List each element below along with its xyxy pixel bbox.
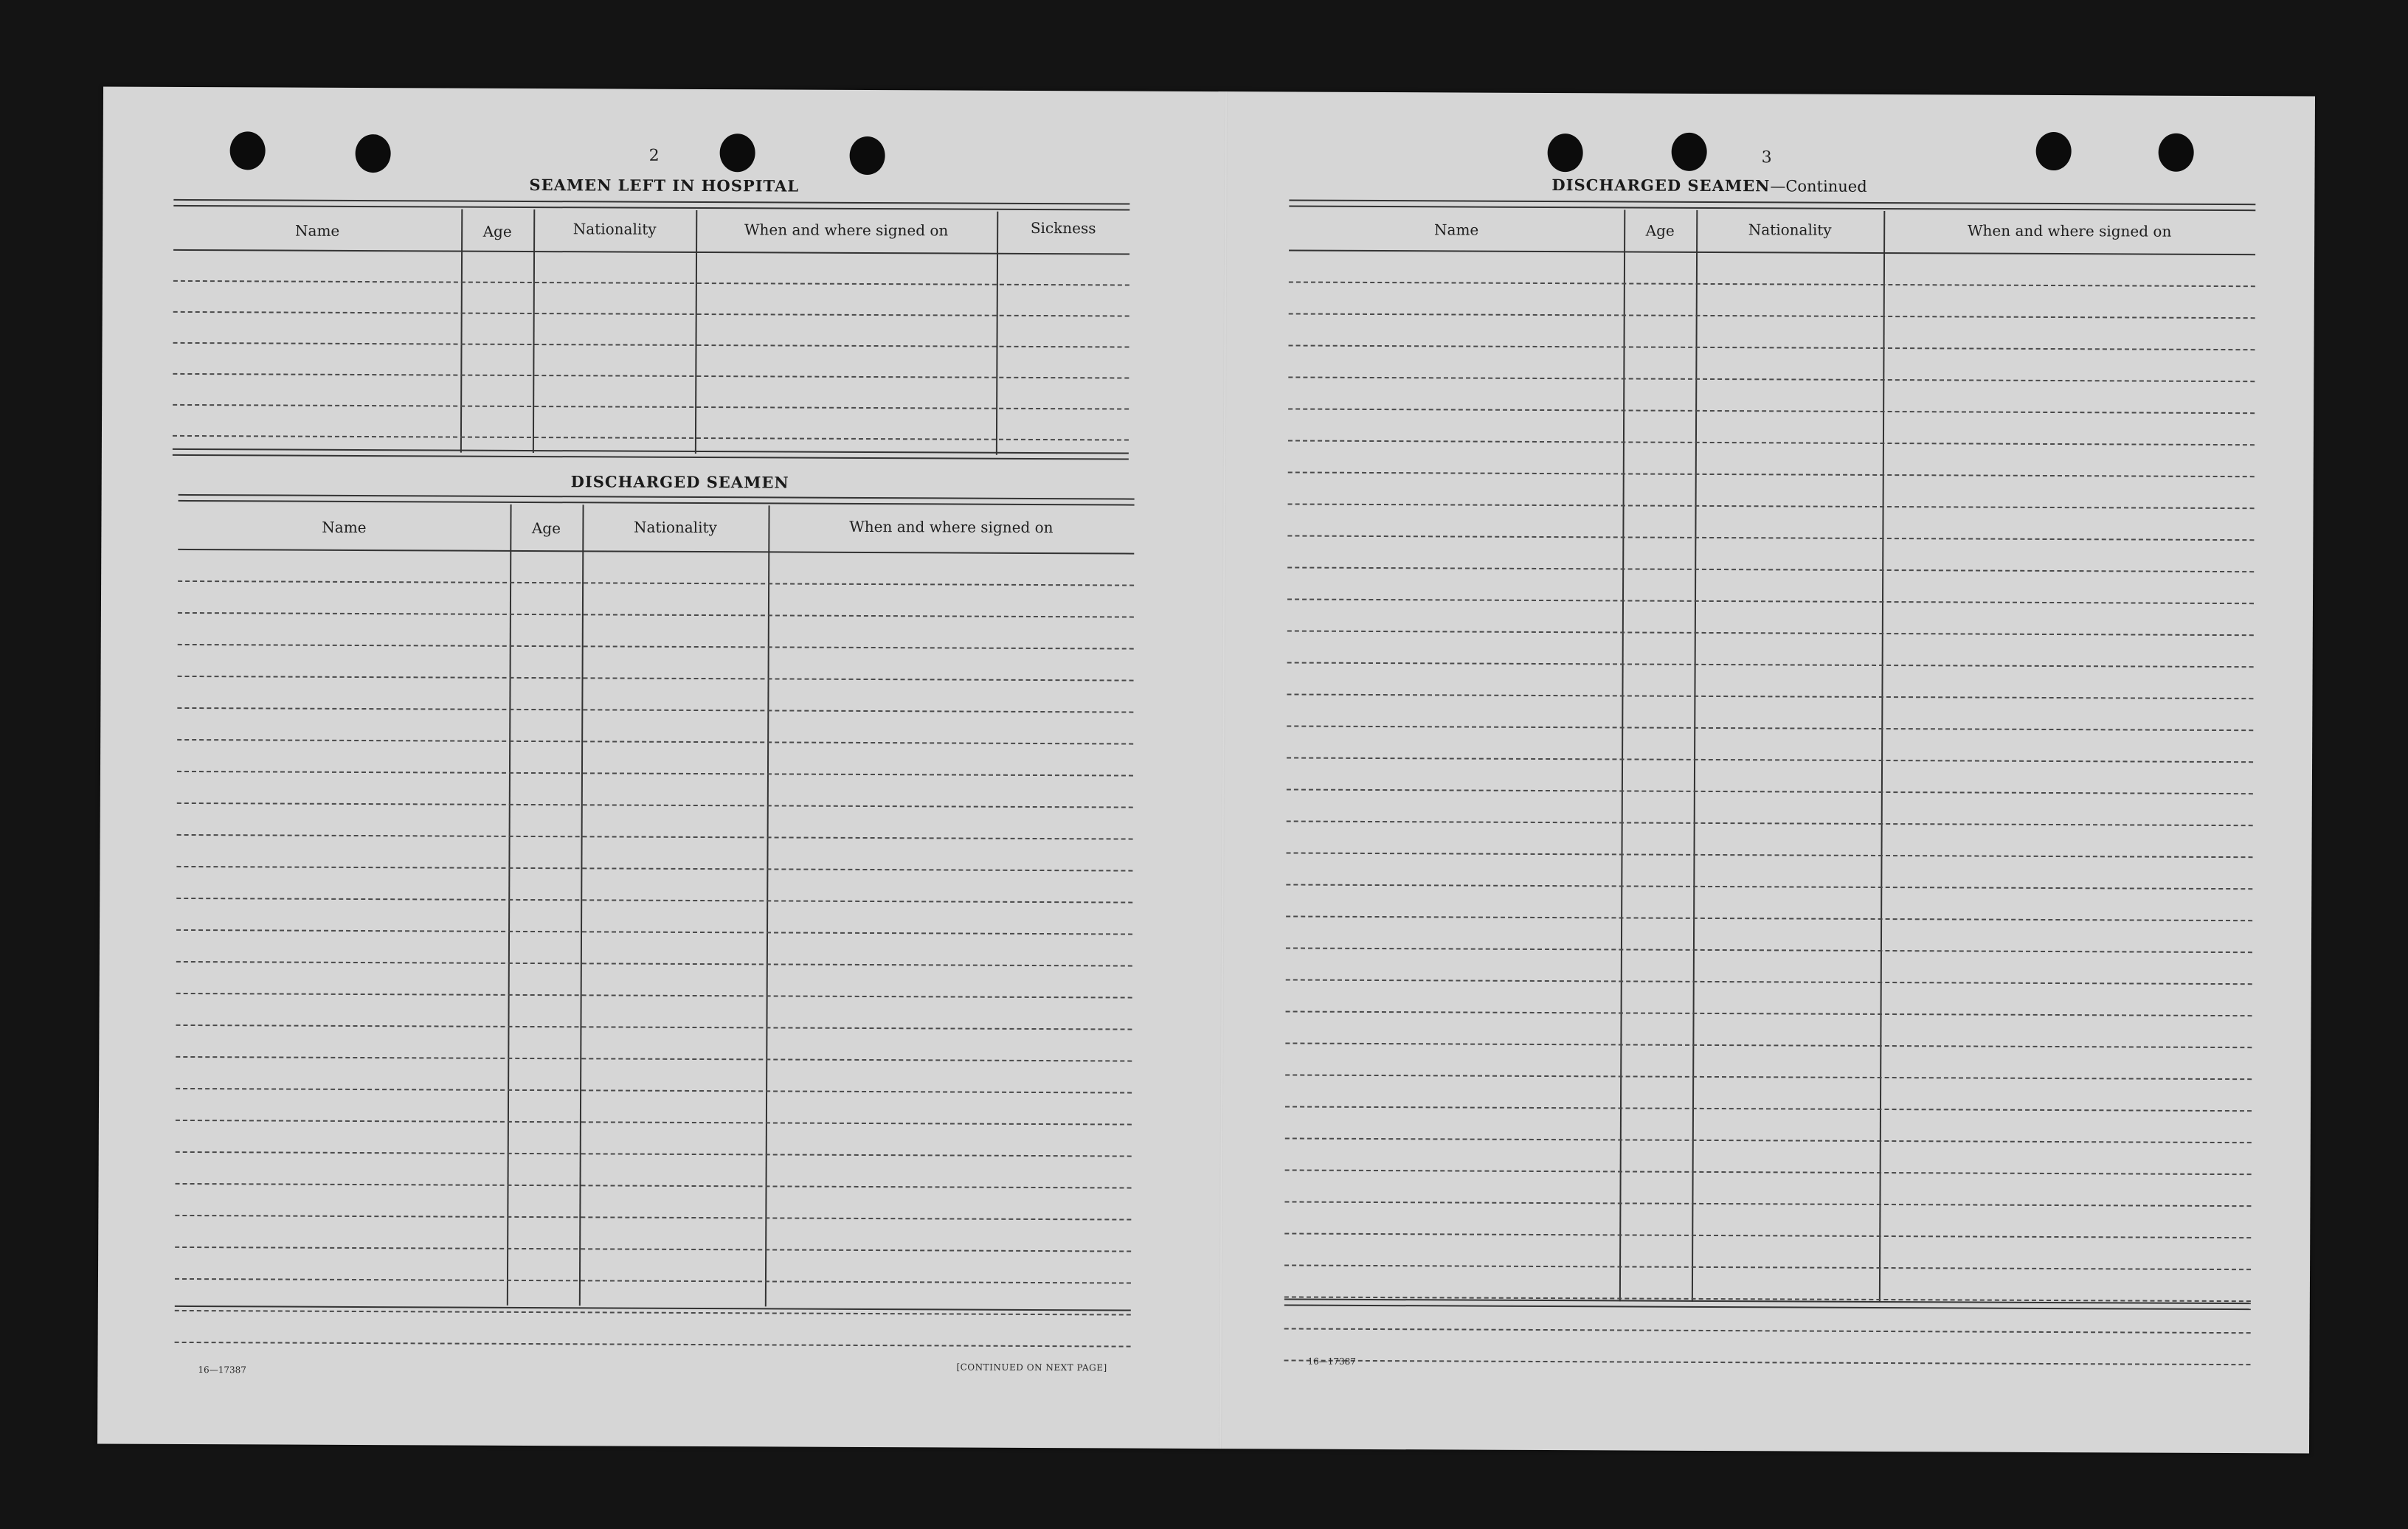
hospital-col-signed-on: When and where signed on bbox=[744, 221, 949, 240]
table-row-line bbox=[175, 1342, 1131, 1348]
discharged-col-name: Name bbox=[322, 518, 367, 537]
table-row-line bbox=[1285, 1137, 2252, 1143]
table-row-line bbox=[178, 612, 1134, 618]
table-row-line bbox=[1287, 566, 2254, 572]
table-row-line bbox=[1289, 313, 2255, 319]
table-row-line bbox=[1289, 281, 2255, 287]
table-row-line bbox=[1285, 1074, 2252, 1080]
table-row-line bbox=[176, 898, 1132, 904]
hospital-table bbox=[173, 208, 1129, 456]
punch-hole bbox=[2036, 132, 2072, 170]
punch-hole bbox=[1548, 134, 1583, 172]
table-row-line bbox=[175, 1278, 1131, 1284]
table-row-line bbox=[178, 580, 1134, 586]
table-row-line bbox=[175, 1215, 1131, 1221]
table-row-line bbox=[173, 435, 1129, 441]
table-row-line bbox=[176, 1024, 1132, 1030]
table-row-line bbox=[1287, 725, 2253, 731]
table-row-line bbox=[1288, 503, 2255, 509]
table-row-line bbox=[177, 771, 1133, 777]
table-row-line bbox=[1287, 757, 2253, 763]
discharged-section-title: DISCHARGED SEAMEN bbox=[570, 472, 789, 492]
table-row-line bbox=[1286, 1010, 2252, 1016]
table-row-line bbox=[1284, 1328, 2251, 1334]
form-number-right: 16—17387 bbox=[1307, 1356, 1356, 1367]
page-fold bbox=[1219, 91, 1228, 1449]
page-number-left: 2 bbox=[648, 146, 660, 165]
table-row-line bbox=[1288, 440, 2255, 445]
discharged-continued-title bbox=[1551, 176, 1866, 195]
hospital-col-sickness: Sickness bbox=[1030, 218, 1096, 238]
table-row-line bbox=[1287, 852, 2253, 858]
page-number-right: 3 bbox=[1761, 148, 1772, 167]
table-row-line bbox=[177, 739, 1133, 745]
table-row-line bbox=[1284, 1201, 2251, 1207]
table-row-line bbox=[1286, 884, 2252, 890]
table-row-line bbox=[1285, 1106, 2252, 1112]
table-row-line bbox=[1286, 915, 2252, 921]
table-row-line bbox=[177, 834, 1133, 840]
right-col-signed-on: When and where signed on bbox=[1967, 221, 2172, 240]
hospital-col-nationality: Nationality bbox=[572, 220, 657, 238]
punch-hole bbox=[356, 134, 391, 173]
table-row-line bbox=[176, 1120, 1132, 1126]
table-row-line bbox=[1287, 788, 2253, 794]
table-row-line bbox=[1285, 1169, 2252, 1175]
discharged-table-left bbox=[175, 503, 1135, 1308]
table-row-line bbox=[1284, 1264, 2251, 1270]
table-row-line bbox=[173, 404, 1129, 410]
table-row-line bbox=[1284, 1359, 2251, 1365]
hospital-col-name: Name bbox=[295, 221, 340, 240]
table-row-line bbox=[176, 1088, 1132, 1094]
form-number-left: 16—17387 bbox=[198, 1365, 246, 1376]
table-row-line bbox=[1287, 693, 2253, 699]
right-col-age: Age bbox=[1645, 221, 1675, 240]
table-row-line bbox=[173, 280, 1129, 286]
table-row-line bbox=[1287, 662, 2254, 668]
punch-hole bbox=[230, 131, 266, 170]
document-sheet bbox=[97, 86, 2315, 1453]
right-col-name: Name bbox=[1434, 221, 1479, 239]
table-row-line bbox=[178, 676, 1134, 682]
punch-hole bbox=[1672, 133, 1707, 171]
punch-hole bbox=[720, 134, 755, 172]
discharged-col-nationality: Nationality bbox=[633, 518, 717, 537]
table-row-line bbox=[1288, 471, 2255, 477]
table-row-line bbox=[1287, 820, 2253, 826]
table-row-line bbox=[176, 1183, 1132, 1189]
table-row-line bbox=[178, 644, 1134, 650]
table-row-line bbox=[176, 1151, 1132, 1157]
punch-hole bbox=[2159, 134, 2194, 172]
table-row-line bbox=[1288, 408, 2255, 414]
table-row-line bbox=[173, 311, 1129, 317]
discharged-col-signed-on: When and where signed on bbox=[849, 517, 1054, 537]
discharged-continued-title-main: DISCHARGED SEAMEN bbox=[1551, 176, 1771, 195]
table-row-line bbox=[176, 993, 1132, 999]
table-row-line bbox=[1288, 376, 2255, 382]
hospital-col-age: Age bbox=[482, 222, 512, 240]
table-row-line bbox=[173, 373, 1129, 379]
table-row-line bbox=[176, 929, 1132, 935]
discharged-table-right bbox=[1284, 208, 2255, 1304]
table-row-line bbox=[1286, 979, 2252, 985]
discharged-col-age: Age bbox=[531, 519, 561, 538]
table-row-line bbox=[177, 707, 1133, 713]
discharged-continued-title-suffix: —Continued bbox=[1770, 177, 1867, 195]
continued-note: [CONTINUED ON NEXT PAGE] bbox=[956, 1362, 1107, 1373]
table-row-line bbox=[1287, 598, 2254, 604]
table-row-line bbox=[175, 1247, 1131, 1252]
table-row-line bbox=[1284, 1232, 2251, 1238]
table-row-line bbox=[177, 802, 1133, 808]
table-row-line bbox=[1289, 344, 2255, 350]
table-row-line bbox=[1285, 1042, 2252, 1048]
table-row-line bbox=[1287, 630, 2254, 636]
table-row-line bbox=[176, 1056, 1132, 1062]
table-row-line bbox=[176, 866, 1132, 872]
table-row-line bbox=[175, 1310, 1131, 1316]
table-row-line bbox=[1286, 947, 2252, 953]
hospital-section-title: SEAMEN LEFT IN HOSPITAL bbox=[529, 175, 800, 195]
table-row-line bbox=[173, 342, 1129, 348]
punch-hole bbox=[850, 136, 885, 175]
table-row-line bbox=[176, 961, 1132, 967]
right-col-nationality: Nationality bbox=[1748, 221, 1832, 239]
table-row-line bbox=[1287, 535, 2254, 541]
